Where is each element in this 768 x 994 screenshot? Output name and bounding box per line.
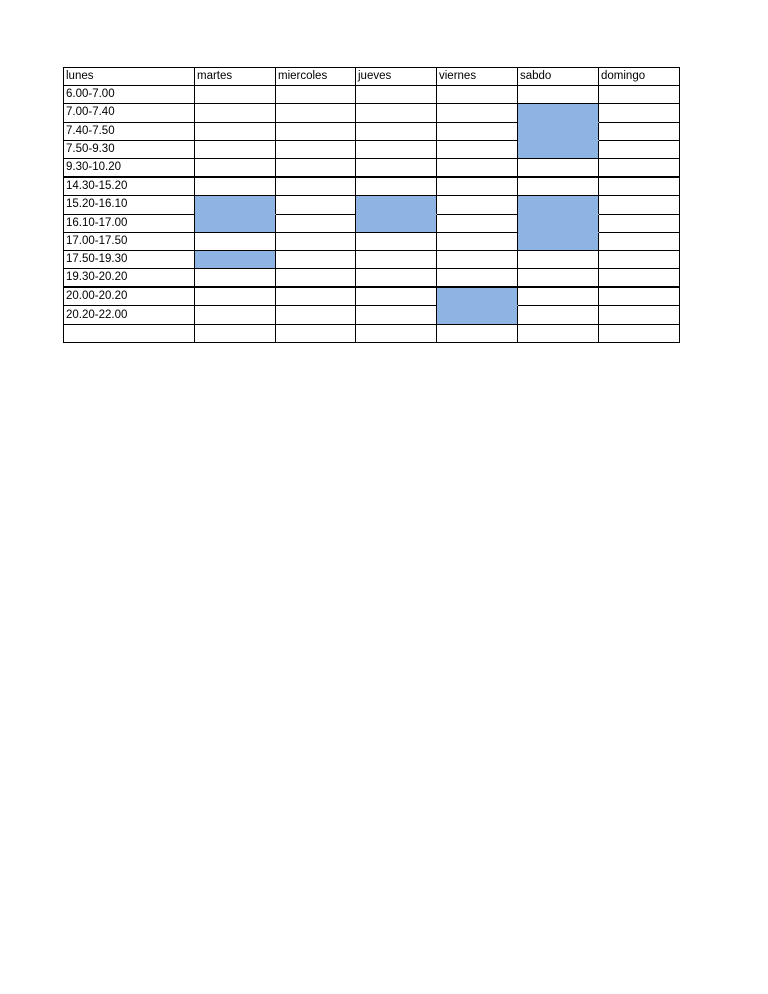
highlighted-cell[interactable] <box>356 214 437 232</box>
time-row <box>64 177 680 196</box>
time-slot-cell[interactable] <box>64 324 195 342</box>
time-row <box>64 232 680 250</box>
grid-cell[interactable] <box>437 177 518 196</box>
grid-cell[interactable] <box>599 269 680 288</box>
grid-cell[interactable] <box>195 104 276 122</box>
time-row <box>64 306 680 324</box>
highlighted-cell[interactable] <box>437 306 518 324</box>
highlighted-cell[interactable] <box>356 196 437 214</box>
grid-cell[interactable] <box>276 306 356 324</box>
grid-cell[interactable] <box>599 324 680 342</box>
grid-cell[interactable] <box>437 122 518 140</box>
time-row <box>64 250 680 268</box>
grid-cell[interactable] <box>599 232 680 250</box>
highlighted-cell[interactable] <box>195 250 276 268</box>
time-slot-cell[interactable]: 16.10-17.00 <box>64 214 195 232</box>
grid-cell[interactable] <box>195 158 276 177</box>
highlighted-cell[interactable] <box>518 140 599 158</box>
grid-cell[interactable] <box>356 86 437 104</box>
grid-cell[interactable] <box>356 140 437 158</box>
grid-cell[interactable] <box>518 324 599 342</box>
grid-cell[interactable] <box>356 287 437 306</box>
grid-cell[interactable] <box>437 214 518 232</box>
grid-cell[interactable] <box>276 158 356 177</box>
time-slot-cell[interactable]: 7.50-9.30 <box>64 140 195 158</box>
time-slot-cell[interactable]: 7.40-7.50 <box>64 122 195 140</box>
grid-cell[interactable] <box>276 196 356 214</box>
grid-cell[interactable] <box>518 177 599 196</box>
grid-cell[interactable] <box>276 250 356 268</box>
highlighted-cell[interactable] <box>518 214 599 232</box>
time-slot-cell[interactable]: 7.00-7.40 <box>64 104 195 122</box>
grid-cell[interactable] <box>356 122 437 140</box>
grid-cell[interactable] <box>437 158 518 177</box>
time-row <box>64 269 680 288</box>
time-slot-cell[interactable]: 20.20-22.00 <box>64 306 195 324</box>
time-row <box>64 104 680 122</box>
grid-cell[interactable] <box>599 306 680 324</box>
schedule-body <box>64 68 680 343</box>
grid-cell[interactable] <box>599 86 680 104</box>
grid-cell[interactable] <box>195 269 276 288</box>
header-cell-4[interactable]: viernes <box>437 68 518 86</box>
grid-cell[interactable] <box>195 324 276 342</box>
grid-cell[interactable] <box>195 306 276 324</box>
grid-cell[interactable] <box>276 140 356 158</box>
grid-cell[interactable] <box>437 140 518 158</box>
grid-cell[interactable] <box>437 250 518 268</box>
highlighted-cell[interactable] <box>195 214 276 232</box>
grid-cell[interactable] <box>437 324 518 342</box>
highlighted-cell[interactable] <box>518 232 599 250</box>
header-cell-3[interactable]: jueves <box>356 68 437 86</box>
time-slot-cell[interactable]: 14.30-15.20 <box>64 177 195 196</box>
grid-cell[interactable] <box>276 269 356 288</box>
header-cell-6[interactable]: domingo <box>599 68 680 86</box>
grid-cell[interactable] <box>599 287 680 306</box>
header-cell-0[interactable]: lunes <box>64 68 195 86</box>
time-slot-cell[interactable]: 17.50-19.30 <box>64 250 195 268</box>
grid-cell[interactable] <box>356 232 437 250</box>
time-row <box>64 86 680 104</box>
grid-cell[interactable] <box>276 214 356 232</box>
grid-cell[interactable] <box>437 104 518 122</box>
grid-cell[interactable] <box>356 306 437 324</box>
grid-cell[interactable] <box>599 104 680 122</box>
grid-cell[interactable] <box>437 269 518 288</box>
header-cell-5[interactable]: sabdo <box>518 68 599 86</box>
time-slot-cell[interactable]: 9.30-10.20 <box>64 158 195 177</box>
highlighted-cell[interactable] <box>437 287 518 306</box>
grid-cell[interactable] <box>356 104 437 122</box>
grid-cell[interactable] <box>276 122 356 140</box>
grid-cell[interactable] <box>437 232 518 250</box>
grid-cell[interactable] <box>599 158 680 177</box>
grid-cell[interactable] <box>356 250 437 268</box>
time-slot-cell[interactable]: 17.00-17.50 <box>64 232 195 250</box>
grid-cell[interactable] <box>356 269 437 288</box>
time-slot-cell[interactable]: 20.00-20.20 <box>64 287 195 306</box>
grid-cell[interactable] <box>356 177 437 196</box>
grid-cell[interactable] <box>195 177 276 196</box>
grid-cell[interactable] <box>356 158 437 177</box>
grid-cell[interactable] <box>356 324 437 342</box>
grid-cell[interactable] <box>518 158 599 177</box>
time-row <box>64 122 680 140</box>
time-slot-cell[interactable]: 19.30-20.20 <box>64 269 195 288</box>
header-cell-2[interactable]: miercoles <box>276 68 356 86</box>
grid-cell[interactable] <box>599 140 680 158</box>
header-row <box>64 68 680 86</box>
grid-cell[interactable] <box>599 177 680 196</box>
grid-cell[interactable] <box>276 287 356 306</box>
highlighted-cell[interactable] <box>518 104 599 122</box>
highlighted-cell[interactable] <box>518 196 599 214</box>
grid-cell[interactable] <box>195 140 276 158</box>
grid-cell[interactable] <box>518 250 599 268</box>
time-row <box>64 140 680 158</box>
grid-cell[interactable] <box>195 287 276 306</box>
grid-cell[interactable] <box>276 104 356 122</box>
time-slot-cell[interactable]: 15.20-16.10 <box>64 196 195 214</box>
highlighted-cell[interactable] <box>518 122 599 140</box>
grid-cell[interactable] <box>437 86 518 104</box>
grid-cell[interactable] <box>599 250 680 268</box>
grid-cell[interactable] <box>518 287 599 306</box>
time-slot-cell[interactable]: 6.00-7.00 <box>64 86 195 104</box>
grid-cell[interactable] <box>518 86 599 104</box>
grid-cell[interactable] <box>518 306 599 324</box>
time-row <box>64 324 680 342</box>
time-row <box>64 214 680 232</box>
header-cell-1[interactable]: martes <box>195 68 276 86</box>
grid-cell[interactable] <box>599 196 680 214</box>
grid-cell[interactable] <box>276 86 356 104</box>
grid-cell[interactable] <box>518 269 599 288</box>
grid-cell[interactable] <box>276 324 356 342</box>
time-row <box>64 196 680 214</box>
grid-cell[interactable] <box>437 196 518 214</box>
grid-cell[interactable] <box>195 232 276 250</box>
schedule-table <box>63 67 680 343</box>
grid-cell[interactable] <box>599 122 680 140</box>
grid-cell[interactable] <box>599 214 680 232</box>
grid-cell[interactable] <box>276 177 356 196</box>
grid-cell[interactable] <box>195 122 276 140</box>
time-row <box>64 158 680 177</box>
grid-cell[interactable] <box>195 86 276 104</box>
grid-cell[interactable] <box>276 232 356 250</box>
highlighted-cell[interactable] <box>195 196 276 214</box>
time-row <box>64 287 680 306</box>
